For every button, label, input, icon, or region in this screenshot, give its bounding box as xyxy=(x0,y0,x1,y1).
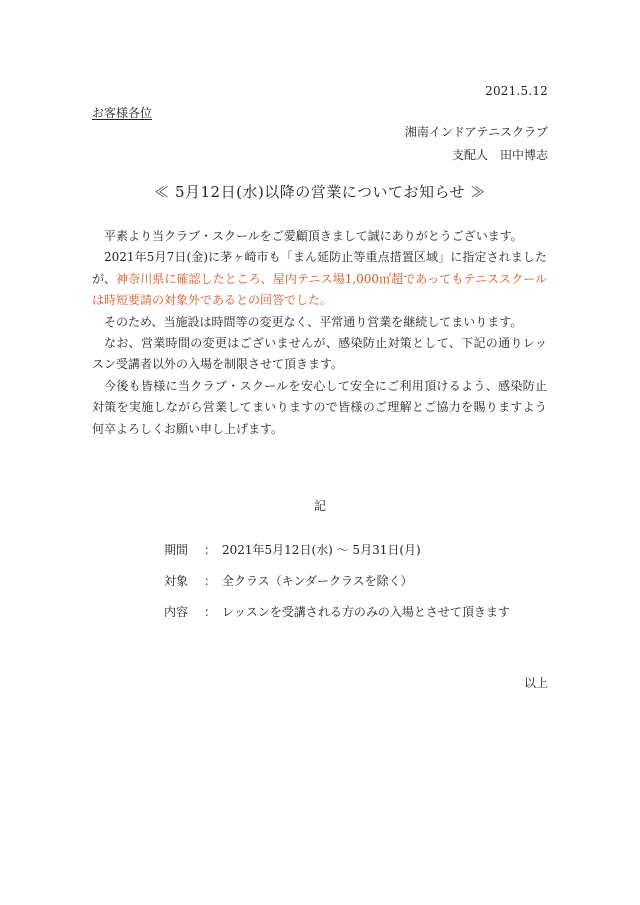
detail-value: 2021年5月12日(水) 〜 5月31日(月) xyxy=(222,543,421,557)
manager-name: 田中博志 xyxy=(499,148,548,162)
ki-heading: 記 xyxy=(313,499,326,513)
paragraph-closing-request: 今後も皆様に当クラブ・スクールを安心して安全にご利用頂けるよう、感染防止対策を実施しながら営業してまいりますので皆様のご理解とご協力を賜りますよう何卒よろしくお願い申し上げます。 xyxy=(92,378,547,436)
paragraph-greeting: 平素より当クラブ・スクールをご愛顧頂きまして誠にありがとうございます。 xyxy=(104,229,523,243)
detail-separator: ： xyxy=(203,543,216,557)
manager-signature xyxy=(452,146,548,163)
detail-label: 内容 xyxy=(164,605,189,619)
detail-row-content xyxy=(164,603,510,634)
paragraph-restriction: なお、営業時間の変更はございませんが、感染防止対策として、下記の通りレッスン受講者以外の入場を制限させて頂きます。 xyxy=(92,336,547,372)
detail-separator: ： xyxy=(203,605,216,619)
organization-name: 湘南インドアテニスクラブ xyxy=(404,125,548,139)
closing-mark: 以上 xyxy=(523,676,548,690)
issue-date: 2021.5.12 xyxy=(485,84,548,98)
paragraph-continuation: そのため、当施設は時間等の変更なく、平常通り営業を継続してまいります。 xyxy=(104,314,523,329)
detail-row-period xyxy=(164,541,510,572)
notice-body xyxy=(92,226,547,440)
detail-value: レッスンを受講される方のみの入場とさせて頂きます xyxy=(222,605,510,619)
addressee: お客様各位 xyxy=(92,106,153,120)
manager-title: 支配人 xyxy=(451,148,488,162)
highlighted-notice-text: 神奈川県に確認したところ、屋内テニス場1,000㎡超であってもテニススクールは時短要請の対象外であるとの回答でした。 xyxy=(92,271,547,308)
document-title: ≪ 5月12日(水)以降の営業についてお知らせ ≫ xyxy=(154,183,486,201)
detail-row-target xyxy=(164,572,510,603)
detail-label: 対象 xyxy=(164,574,189,588)
detail-label: 期間 xyxy=(164,543,189,557)
detail-separator: ： xyxy=(203,574,216,588)
paragraph-designation xyxy=(92,247,547,311)
paragraph-designation-text: 2021年5月7日(金)に茅ヶ崎市も「まん延防止等重点措置区域」に指定されましたが、 xyxy=(92,250,547,286)
details-list xyxy=(164,541,510,634)
detail-value: 全クラス（キンダークラスを除く） xyxy=(222,574,413,588)
